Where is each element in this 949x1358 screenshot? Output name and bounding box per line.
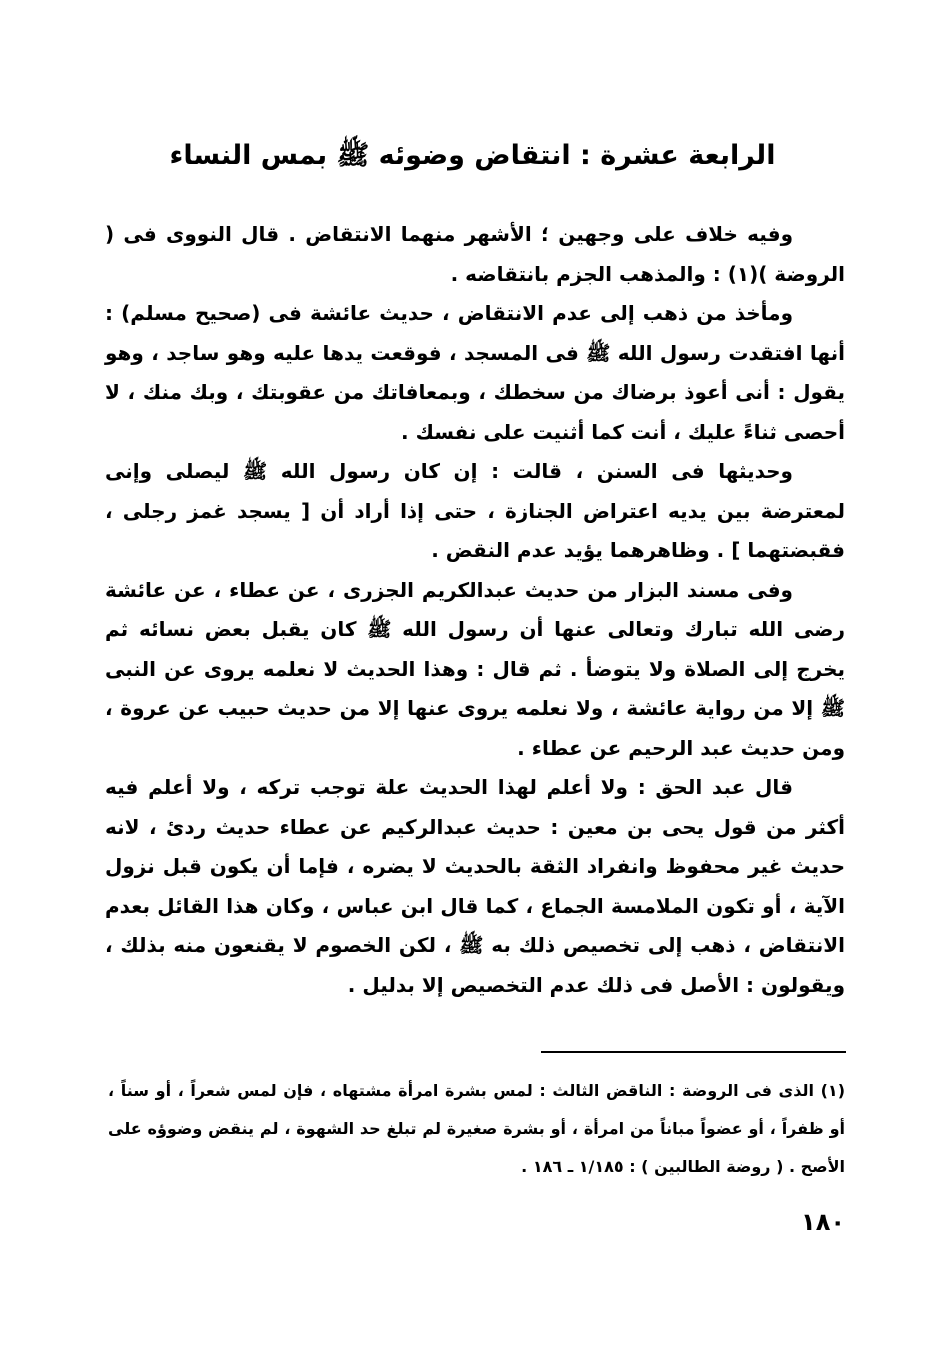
page-number: ١٨٠	[801, 1208, 845, 1236]
footnote-divider	[541, 1051, 846, 1053]
paragraph: قال عبد الحق : ولا أعلم لهذا الحديث علة توجب تركه ، ولا أعلم فيه أكثر من قول يحى بن معين : حديث عبدالركيم عن عطاء حديث ردئ ، لانه حديث غير محفوظ وانفراد الثقة بالحديث لا يضره ، فإما أن يكون قبل نزول الآية ، أو تكون الملامسة الجماع ، كما قال ابن عباس ، وكان هذا القائل بعدم الانتقاض ، ذهب إلى تخصيص ذلك به ﷺ ، لكن الخصوم لا يقنعون منه بذلك ، ويقولون : الأصل فى ذلك عدم التخصيص إلا بدليل .	[105, 775, 845, 997]
paragraph: ومأخذ من ذهب إلى عدم الانتقاض ، حديث عائشة فى (صحيح مسلم) : أنها افتقدت رسول الله ﷺ فى المسجد ، فوقعت يدها عليه وهو ساجد ، وهو يقول : أنى أعوذ برضاك من سخطك ، وبمعافاتك من عقوبتك ، وبك منك ، لا أحصى ثناءً عليك ، أنت كما أثنيت على نفسك .	[105, 301, 845, 444]
footnote: (١) الذى فى الروضة : الناقض الثالث : لمس بشرة امرأة مشتهاه ، فإن لمس شعراً ، أو سناً ، أو ظفراً ، أو عضواً مباناً من امرأة ، أو بشرة صغيرة لم تبلغ حد الشهوة ، لم ينقض وضوؤه على الأصح . ( روضة الطالبين ) : ١/١٨٥ ـ ١٨٦ .	[108, 1081, 845, 1176]
paragraph: وحديثها فى السنن ، قالت : إن كان رسول الله ﷺ ليصلى وإنى لمعترضة بين يديه اعتراض الجنازة ، حتى إذا أراد أن [ يسجد غمز رجلى ، فقبضتهما ] . وظاهرهما يؤيد عدم النقض .	[105, 459, 845, 562]
paragraph: وفيه خلاف على وجهين ؛ الأشهر منهما الانتقاض . قال النووى فى ( الروضة )(١) : والمذهب الجزم بانتقاضه .	[105, 222, 845, 286]
body-text	[105, 215, 845, 1005]
page-title: الرابعة عشرة : انتقاض وضوئه ﷺ بمس النساء	[169, 140, 776, 171]
paragraph: وفى مسند البزار من حديث عبدالكريم الجزرى ، عن عطاء ، عن عائشة رضى الله تبارك وتعالى عنها أن رسول الله ﷺ كان يقبل بعض نسائه ثم يخرج إلى الصلاة ولا يتوضأ . ثم قال : وهذا الحديث لا نعلمه يروى عن النبى ﷺ إلا من رواية عائشة ، ولا نعلمه يروى عنها إلا من حديث حبيب عن عروة ، ومن حديث عبد الرحيم عن عطاء .	[105, 577, 845, 760]
